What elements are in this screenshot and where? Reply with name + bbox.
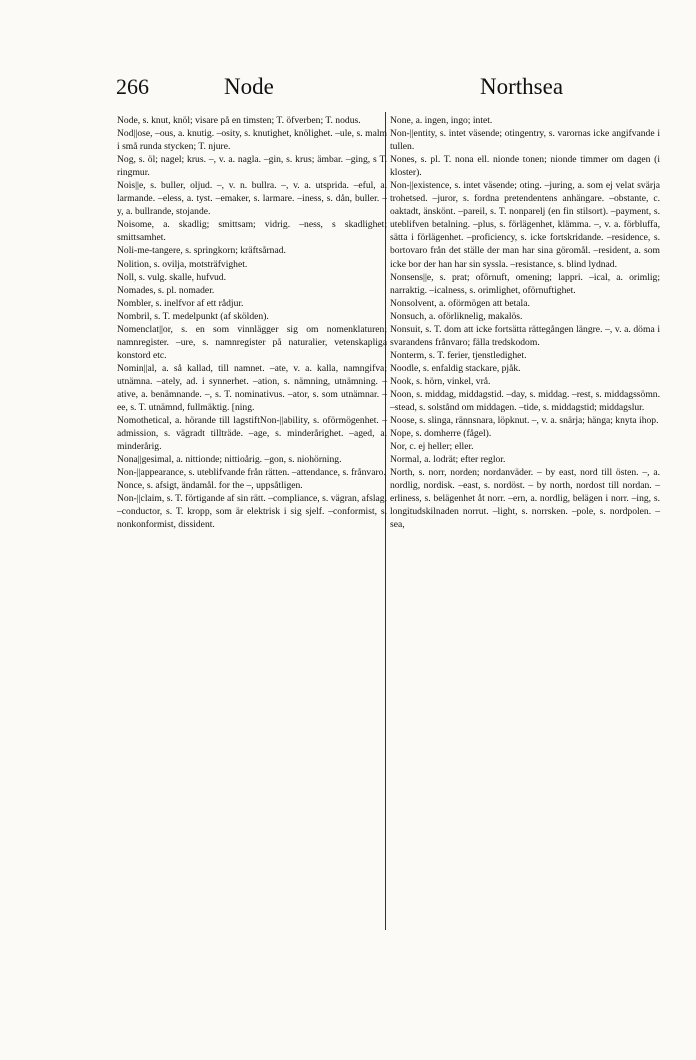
entry: Noon, s. middag, middagstid. –day, s. middag. –rest, s. middagssömn. –stead, s. solstånd om middagen. –tide, s. middagstid; middagslur. <box>390 388 660 414</box>
page-number: 266 <box>116 74 149 99</box>
entry: Nomades, s. pl. nomader. <box>117 284 215 296</box>
entry: Nois||e, s. buller, oljud. –, v. n. bullra. –, v. a. utsprida. –eful, a. larmande. –eless, a. tyst. –emaker, s. larmare. –iness, s. dån, buller. –y, a. bullrande, stojande. <box>117 180 387 218</box>
entry: Nomin||al, a. så kallad, till namnet. –ate, v. a. kalla, namngifva; utnämna. –ately, ad. i synnerhet. –ation, s. nämning, utnämning. –ative, a. benämnande. –, s. T. nominativus. –ator, s. som utnämnar. –ee, s. T. utnämnd, fullmäktig. [ning. <box>117 362 387 414</box>
entry: Non-||appearance, s. uteblifvande från rätten. –attendance, s. frånvaro. <box>117 467 386 479</box>
left-guide-word: Node <box>224 74 274 99</box>
page-header <box>116 74 576 110</box>
entry: Non-||entity, s. intet väsende; otingentry, s. varornas icke angifvande i tullen. <box>390 128 660 153</box>
entry: Non-||existence, s. intet väsende; oting. –juring, a. som ej velat svärja trohetsed. –juror, s. fordna pretendentens anhängare. –obstante, c. oaktadt, änskönt. –pareil, s. T. nonparelj (en fin stilsort). –payment, s. uteblifven betalning. –plus, s. förlägenhet, klämma. –, v. a. förbluffa, sätta i förlägenhet. –proficiency, s. icke fortskridande. –residence, s. bortovaro från det ställe der man har sina göromål. –resident, a. som icke bor der han har sin syssla. –resistance, s. blind lydnad. <box>390 180 660 270</box>
entry: Nones, s. pl. T. nona ell. nionde tonen; nionde timmer om dagen (i kloster). <box>390 154 660 179</box>
entry: Nonsens||e, s. prat; oförnuft, omening; lappri. –ical, a. orimlig; narraktig. –icalness, s. orimlighet, oförnuftighet. <box>390 271 660 296</box>
entry: Nor, c. ej heller; eller. <box>390 441 474 453</box>
entry: Nolition, s. ovilja, motsträfvighet. <box>117 258 248 270</box>
left-column <box>117 114 387 532</box>
entry: Nona||gesimal, a. nittionde; nittioårig. –gon, s. niohörning. <box>117 454 342 466</box>
entry: Nombril, s. T. medelpunkt (af skölden). <box>117 310 269 322</box>
entry: Nonterm, s. T. ferier, tjenstledighet. <box>390 349 527 361</box>
entry: North, s. norr, norden; nordanväder. – by east, nord till östen. –, a. nordlig, nordisk. –east, s. nordöst. – by north, nordost till nordan. –erliness, s. belägenhet åt norr. –ern, a. nordlig, belägen i norr. –ing, s. longitudskilnaden norrut. –light, s. norrsken. –pole, s. nordpolen. –sea, <box>390 467 660 531</box>
entry: Noll, s. vulg. skalle, hufvud. <box>117 271 226 283</box>
entry: Non-||claim, s. T. förtigande af sin rätt. –compliance, s. vägran, afslag. –conductor, s. T. kropp, som är elektrisk i sig sjelf. –conformist, s. nonkonformist, dissident. <box>117 493 387 531</box>
right-column <box>390 114 660 532</box>
entry: Nomenclat||or, s. en som vinnlägger sig om nomenklaturen; namnregister. –ure, s. namnregister på naturalier, vetenskapliga konstord etc. <box>117 323 387 361</box>
entry: Noli-me-tangere, s. springkorn; kräftsårnad. <box>117 245 286 257</box>
entry: Noodle, s. enfaldig stackare, pjåk. <box>390 362 521 374</box>
entry: None, a. ingen, ingo; intet. <box>390 115 493 126</box>
entry: Nonsuch, a. oförliknelig, makalös. <box>390 310 523 322</box>
entry: Nod||ose, –ous, a. knutig. –osity, s. knutighet, knölighet. –ule, s. malm i små runda stycken; T. njure. <box>117 128 387 153</box>
entry: Nonsolvent, a. oförmögen att betala. <box>390 297 530 309</box>
entry: Nonce, s. afsigt, ändamål. for the –, uppsåtligen. <box>117 480 303 492</box>
entry: Nomothetical, a. hörande till lagstiftNon-||ability, s. oförmögenhet. –admission, s. vägradt tillträde. –age, s. minderårighet. –aged, a. minderårig. <box>117 415 387 453</box>
entry: Noisome, a. skadlig; smittsam; vidrig. –ness, s skadlighet; smittsamhet. <box>117 219 387 244</box>
right-guide-word: Northsea <box>480 74 564 99</box>
entry: Nog, s. öl; nagel; krus. –, v. a. nagla. –gin, s. krus; ämbar. –ging, s T. ringmur. <box>117 154 387 179</box>
entry: Noose, s. slinga, rännsnara, löpknut. –, v. a. snärja; hänga; knyta ihop. <box>390 415 659 427</box>
entry: Nonsuit, s. T. dom att icke fortsätta rättegången längre. –, v. a. döma i svarandens frånvaro; fälla tredskodom. <box>390 323 660 348</box>
entry: Nope, s. domherre (fågel). <box>390 428 492 440</box>
entry: Nombler, s. inelfvor af ett rådjur. <box>117 297 244 309</box>
entry: Normal, a. lodrät; efter reglor. <box>390 454 506 466</box>
entry: Nook, s. hörn, vinkel, vrå. <box>390 375 491 387</box>
entry: Node, s. knut, knöl; visare på en timsten; T. öfverben; T. nodus. <box>117 115 361 126</box>
